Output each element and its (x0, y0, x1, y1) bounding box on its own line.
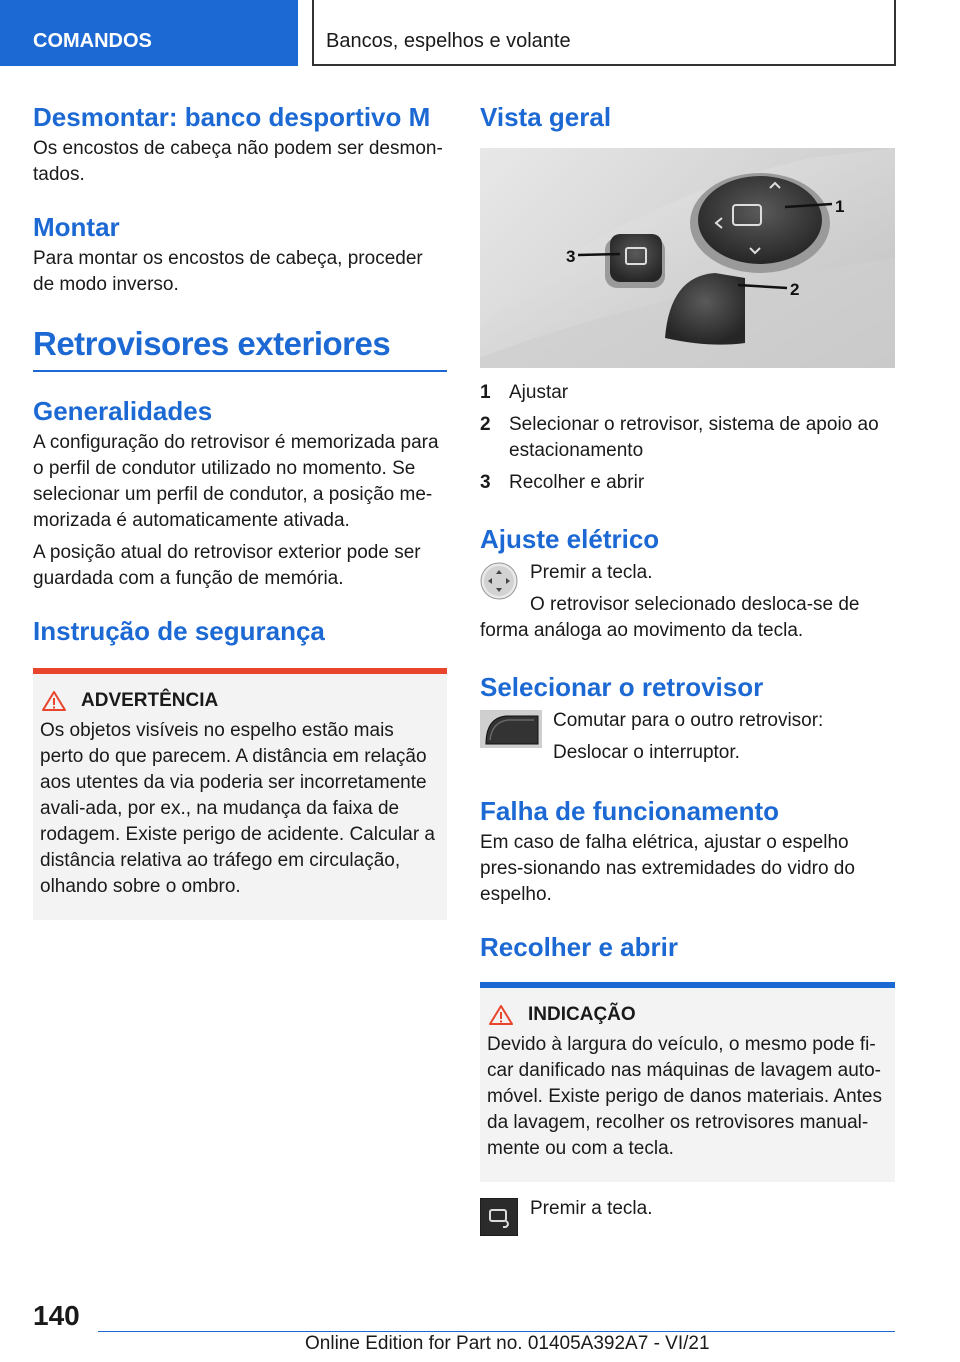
ajuste-block (480, 560, 895, 644)
section-tab: COMANDOS (0, 0, 298, 66)
heading-desmontar: Desmontar: banco desportivo M (33, 102, 431, 132)
heading-seguranca: Instrução de segurança (33, 616, 325, 646)
mirror-control-illustration (480, 148, 895, 368)
mirror-control-photo (480, 148, 895, 368)
warning-title-text: ADVERTÊNCIA (81, 690, 219, 711)
heading-generalidades: Generalidades (33, 396, 213, 426)
para-desmontar: Os encostos de cabeça não podem ser desmon-tados. (33, 138, 443, 185)
notice-triangle-icon (488, 1004, 514, 1026)
warning-text: Os objetos visíveis no espelho estão mais perto do que parecem. A distância em relação aos utentes da via poderia ser incorretamente avali-ada, por ex., na mudança da faixa de rodagem. Existe perigo de acidente. Calcular a distância relativa ao tráfego em circulação, olhando sobre o ombro. (40, 720, 436, 897)
callout-3: 3 (566, 247, 576, 266)
para-selecionar-2: Deslocar o interruptor. (553, 742, 740, 763)
para-selecionar-1: Comutar para o outro retrovisor: (553, 710, 824, 731)
para-generalidades-2: A posição atual do retrovisor exterior pode ser guardada com a função de memória. (33, 542, 421, 589)
legend-number: 3 (480, 472, 491, 493)
notice-box (480, 982, 895, 1182)
mirror-selector-switch-icon (480, 710, 542, 748)
warning-triangle-icon (41, 690, 67, 712)
heading-ajuste: Ajuste elétrico (480, 524, 660, 554)
legend-item (480, 470, 895, 496)
para-recolher: Premir a tecla. (530, 1198, 653, 1219)
heading-rule (33, 370, 447, 372)
legend-number: 1 (480, 382, 491, 403)
warning-title (41, 688, 439, 714)
footer-rule (98, 1331, 895, 1332)
heading-vista-geral: Vista geral (480, 102, 612, 132)
heading-recolher: Recolher e abrir (480, 932, 678, 962)
heading-montar: Montar (33, 212, 120, 242)
heading-falha: Falha de funcionamento (480, 796, 780, 826)
legend-number: 2 (480, 414, 491, 435)
legend-item (480, 380, 895, 406)
legend-text: Ajustar (509, 382, 569, 403)
callout-1: 1 (835, 197, 845, 216)
heading-selecionar: Selecionar o retrovisor (480, 672, 764, 702)
left-column (33, 100, 447, 920)
direction-pad-icon (480, 562, 518, 600)
legend-text: Recolher e abrir (509, 472, 645, 493)
para-falha: Em caso de falha elétrica, ajustar o espelho pres-sionando nas extremidades do vidro do espelho. (480, 832, 855, 905)
notice-title-text: INDICAÇÃO (528, 1004, 636, 1025)
heading-retrovisores: Retrovisores exteriores (33, 325, 391, 362)
para-montar: Para montar os encostos de cabeça, proceder de modo inverso. (33, 248, 423, 295)
chapter-title: Bancos, espelhos e volante (312, 0, 896, 66)
fold-mirror-button-icon (480, 1198, 518, 1236)
legend-item (480, 412, 895, 464)
selecionar-block (480, 708, 895, 778)
para-generalidades-1: A configuração do retrovisor é memorizada para o perfil de condutor utilizado no momento. Se selecionar um perfil de condutor, a posição me-morizada é automaticamente ativada. (33, 432, 439, 531)
recolher-block (480, 1196, 895, 1236)
edition-note: Online Edition for Part no. 01405A392A7 - VI/21 (305, 1333, 710, 1354)
legend-list (480, 380, 895, 496)
notice-title (488, 1002, 887, 1028)
callout-2: 2 (790, 280, 800, 299)
legend-text: Selecionar o retrovisor, sistema de apoio ao estacionamento (509, 414, 879, 461)
para-ajuste-1: Premir a tecla. (530, 562, 653, 583)
para-ajuste-2: O retrovisor selecionado desloca-se de forma análoga ao movimento da tecla. (480, 594, 860, 641)
right-column (480, 100, 895, 1236)
warning-box (33, 668, 447, 920)
page-header (0, 0, 960, 66)
notice-text: Devido à largura do veículo, o mesmo pode fi-car danificado nas máquinas de lavagem auto-móvel. Existe perigo de danos materiais. Antes da lavagem, recolher os retrovisores manual-mente ou com a tecla. (487, 1034, 882, 1159)
page-number: 140 (33, 1300, 80, 1331)
